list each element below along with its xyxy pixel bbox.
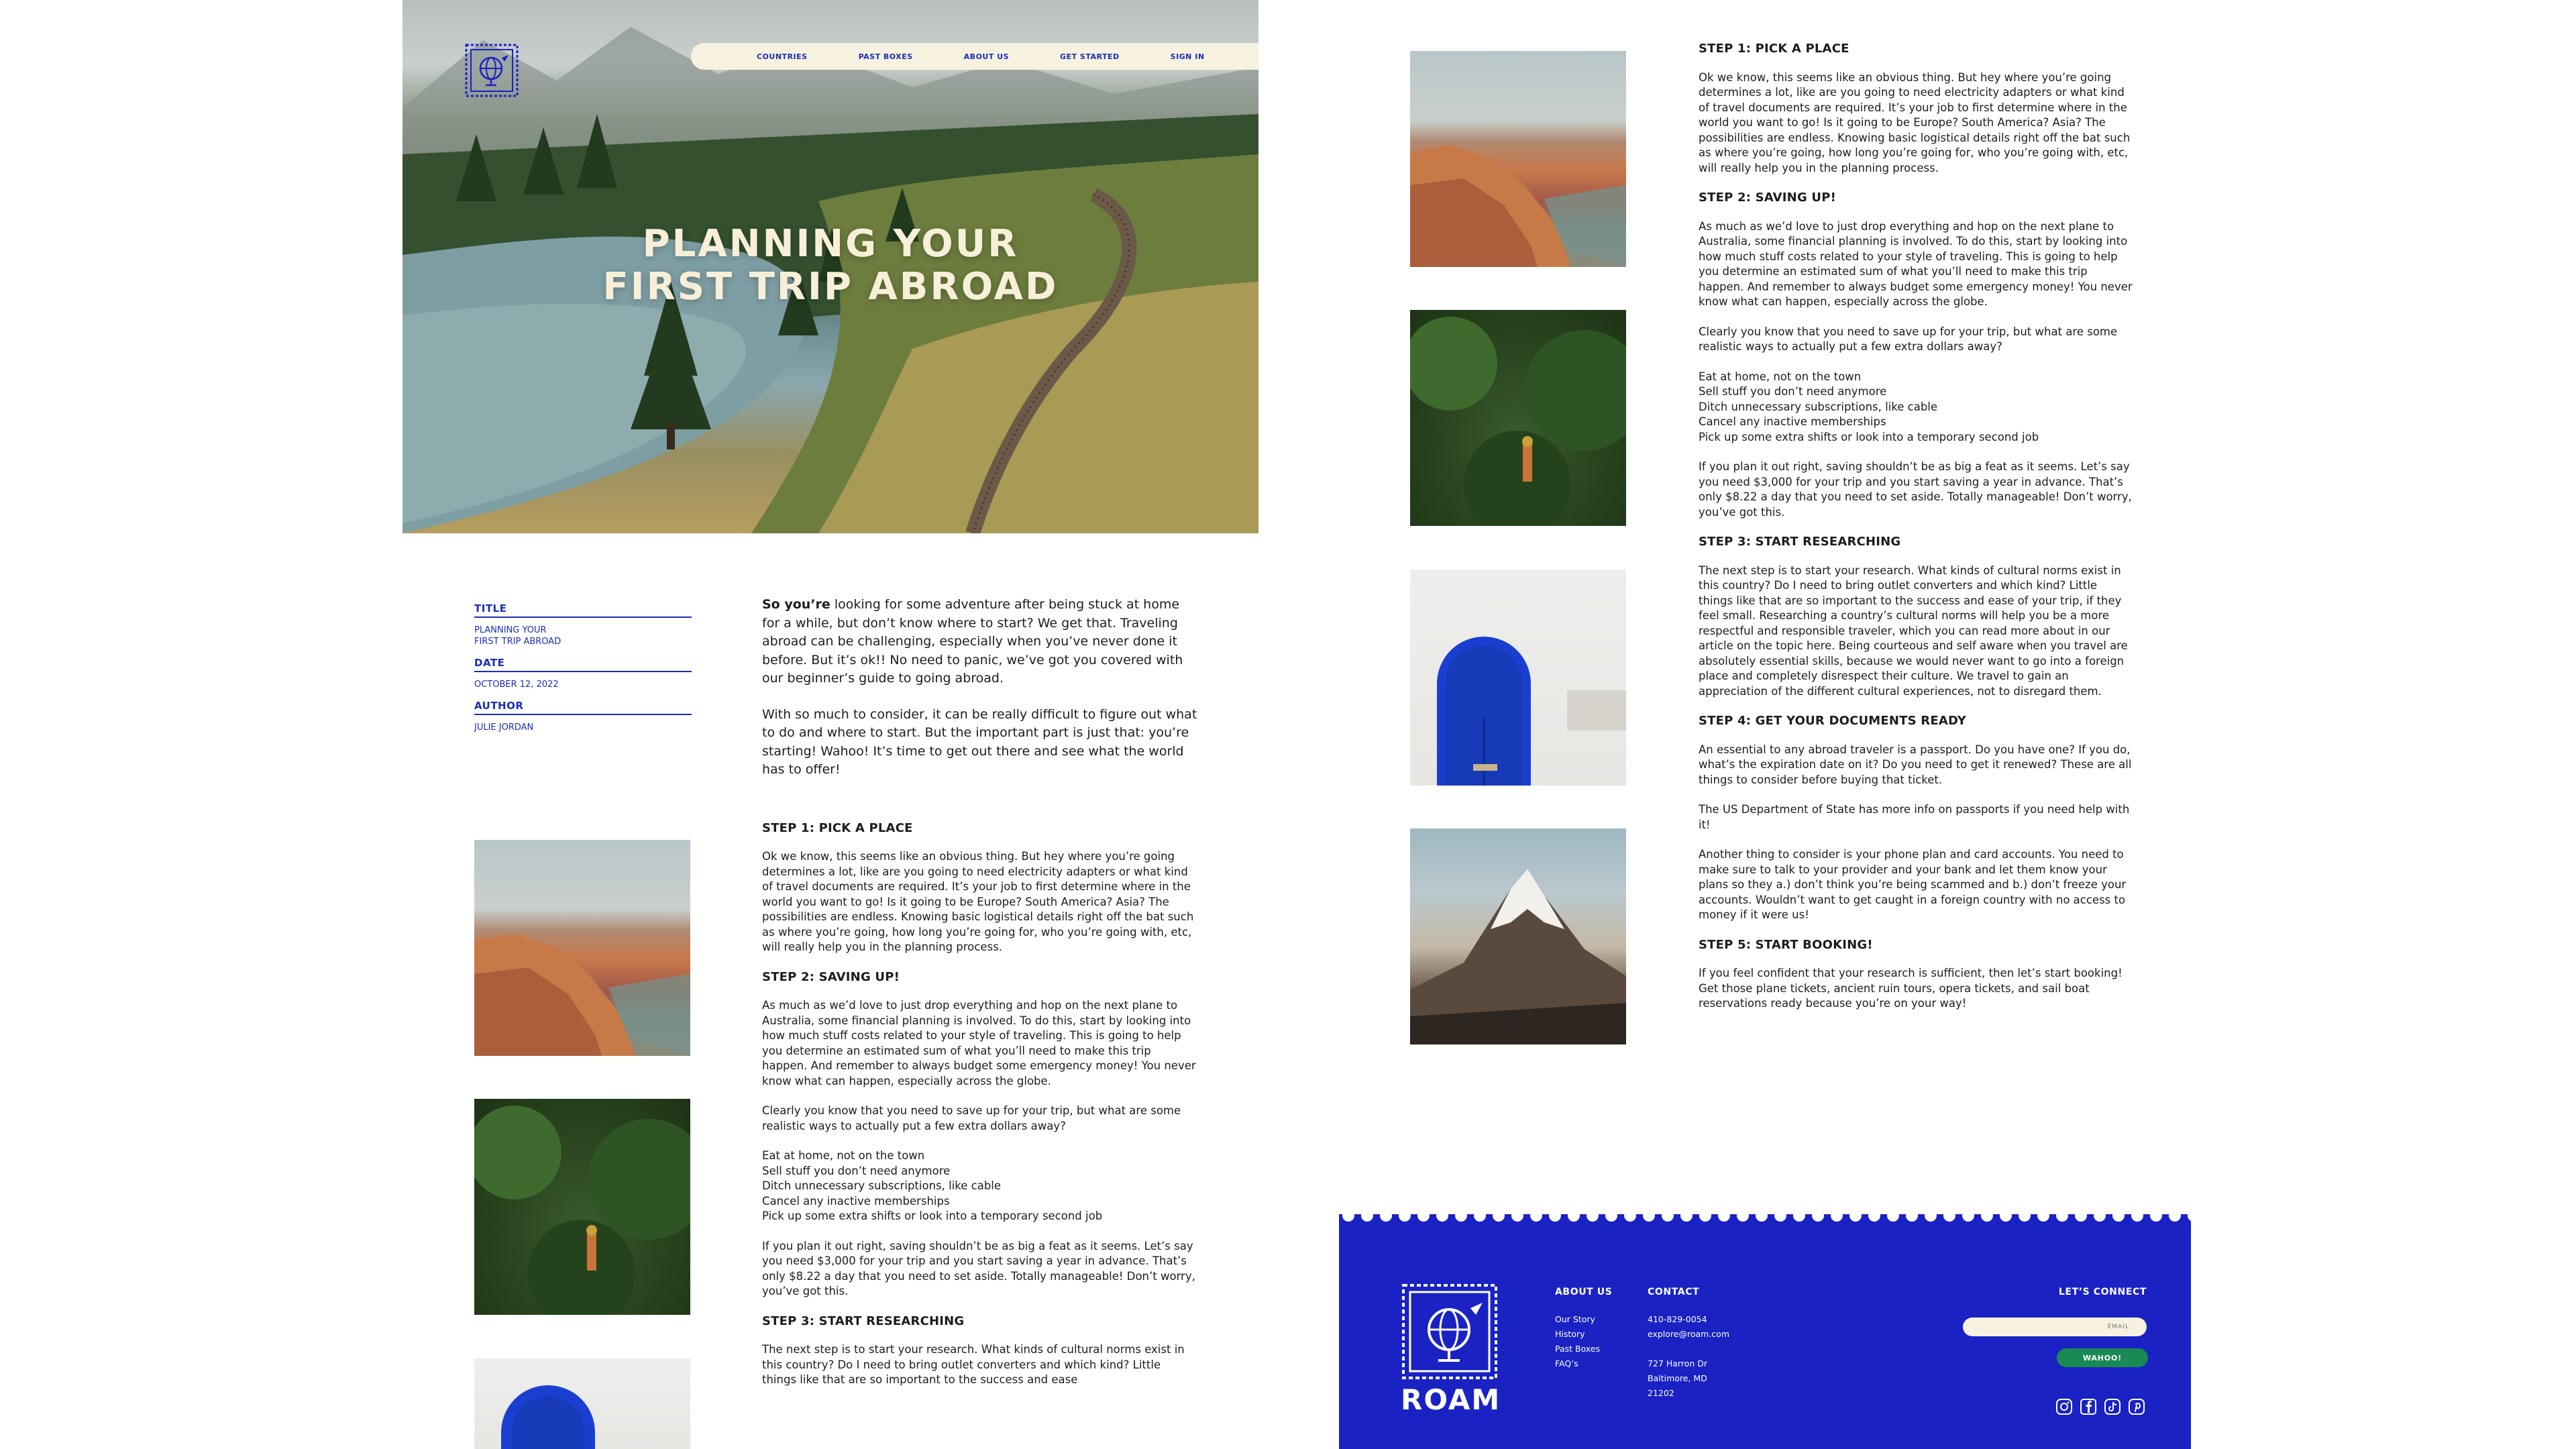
savings-list: [762, 1148, 1198, 1224]
step3-body-partial: The next step is to start your research. What kinds of cultural norms exist in this country? Do I need to bring outlet converters and which kind? Little things like that are so important to the success and ease: [762, 1343, 1185, 1386]
list-item: Pick up some extra shifts or look into a temporary second job: [762, 1210, 1103, 1222]
step2-body-2b: Clearly you know that you need to save up for your trip, but what are some realistic ways to actually put a few extra dollars away?: [1699, 325, 2118, 353]
main-nav: [691, 43, 1258, 70]
step3-body: The next step is to start your research. What kinds of cultural norms exist in this country? Do I need to bring outlet converters and which kind? Little things like that are so important to the success and ease of your trip, if they feel small. Researching a country’s cultural norms will help you be a more respectful and responsible traveler, which you can read more about in our article on the topic here. Being courteous and self aware when you travel are absolutely essential skills, because we would never want to go into a foreign place and completely disrespect their culture. We travel to gain an appreciation of the different cultural experiences, not to disregard them.: [1699, 564, 2128, 698]
list-item: Cancel any inactive memberships: [1699, 415, 1886, 428]
step2-body-2: Clearly you know that you need to save up for your trip, but what are some realistic ways to actually put a few extra dollars away?: [762, 1104, 1181, 1132]
step4-body-3: Another thing to consider is your phone plan and card accounts. You need to make sure to talk to your provider and your bank and let them know your plans so they a.) don’t think you’re being scammed and b.) don’t freeze your accounts. Wouldn’t want to get caught in a foreign country with no access to money if it were us!: [1699, 848, 2127, 921]
contact-zip: 21202: [1648, 1388, 1674, 1398]
meta-author-label: AUTHOR: [474, 700, 692, 715]
canyon-photo-2: [1410, 51, 1626, 267]
footer-link-our-story[interactable]: Our Story: [1555, 1314, 1595, 1324]
article-body-right: [1699, 42, 2135, 1026]
tiktok-icon[interactable]: [2104, 1398, 2121, 1415]
meta-title-value: [474, 625, 692, 647]
list-item: Pick up some extra shifts or look into a temporary second job: [1699, 430, 2039, 443]
newsletter-email-input[interactable]: [1963, 1318, 2147, 1336]
site-footer: [1339, 1221, 2191, 1449]
social-links: [2055, 1398, 2145, 1415]
meta-date-label: DATE: [474, 657, 692, 672]
newsletter-submit-button[interactable]: WAHOO!: [2057, 1348, 2148, 1367]
step1-body-2: Ok we know, this seems like an obvious thing. But hey where you’re going determines a lot, like are you going to need electricity adapters or what kind of travel documents are required. It’s your job to first determine where in the world you want to go! Is it going to be Europe? South America? Asia? The possibilities are endless. Knowing basic logistical details right off the bat such as where you’re going, how long you’re going for, who you’re going with, etc, will really help you in the planning process.: [1699, 70, 2131, 174]
pinterest-icon[interactable]: [2128, 1398, 2145, 1415]
contact-heading: CONTACT: [1648, 1287, 1700, 1297]
mountain-photo: [1410, 828, 1626, 1044]
nav-past-boxes[interactable]: PAST BOXES: [858, 52, 913, 61]
contact-phone[interactable]: 410-829-0054: [1648, 1314, 1707, 1324]
step2-body-2a: As much as we’d love to just drop everything and hop on the next plane to Australia, some financial planning is involved. To do this, start by looking into how much stuff costs related to your style of traveling. This is going to help you determine an estimated sum of what you’ll need to make this trip happen. And remember to always budget some emergency money! You never know what can happen, especially across the globe.: [1699, 219, 2133, 308]
step3-heading-2: STEP 3: START RESEARCHING: [1699, 535, 1901, 549]
facebook-icon[interactable]: [2080, 1398, 2097, 1415]
list-item: Cancel any inactive memberships: [762, 1194, 950, 1208]
step2-body-3: If you plan it out right, saving shouldn’t be as big a feat as it seems. Let’s say you need $3,000 for your trip and you start saving a year in advance. That’s only $8.22 a day that you need to set aside. Totally manageable! Don’t worry, you’ve got this.: [762, 1239, 1195, 1297]
blue-door-photo: [1410, 570, 1626, 786]
meta-title-label: TITLE: [474, 602, 692, 618]
step2-heading: STEP 2: SAVING UP!: [762, 969, 900, 984]
nav-countries[interactable]: COUNTRIES: [757, 52, 808, 61]
meta-title-line1: PLANNING YOUR: [474, 625, 547, 635]
jungle-photo-2: [1410, 310, 1626, 526]
contact-address-2: Baltimore, MD: [1648, 1373, 1707, 1383]
hero-banner: [402, 0, 1258, 533]
article-body-left: [762, 596, 1198, 1403]
roam-logo-icon[interactable]: [464, 43, 519, 98]
article-intro-2: With so much to consider, it can be really difficult to figure out what to do and where to start. But the important part is just that: you’re starting! Wahoo! It’s time to get out there and see what the world has to offer!: [762, 706, 1197, 777]
step4-body-2: The US Department of State has more info on passports if you need help with it!: [1699, 803, 2130, 831]
step1-heading-2: STEP 1: PICK A PLACE: [1699, 42, 1849, 56]
list-item: Sell stuff you don’t need anymore: [762, 1164, 951, 1177]
footer-link-faqs[interactable]: FAQ’s: [1555, 1358, 1578, 1368]
list-item: Eat at home, not on the town: [1699, 370, 1862, 383]
canyon-photo: [474, 840, 690, 1056]
nav-get-started[interactable]: GET STARTED: [1060, 52, 1120, 61]
footer-about: [1555, 1287, 1612, 1371]
step4-body: An essential to any abroad traveler is a passport. Do you have one? If you do, what’s the expiration date on it? Do you need to get it renewed? These are all things to consider before buying that ticket.: [1699, 743, 2132, 786]
step5-heading: STEP 5: START BOOKING!: [1699, 937, 1873, 952]
step2-heading-2: STEP 2: SAVING UP!: [1699, 191, 1837, 205]
step5-body: If you feel confident that your research is sufficient, then let’s start booking! Get those plane tickets, ancient ruin tours, opera tickets, and sail boat reservations ready because you’re on your way!: [1699, 967, 2123, 1010]
hero-title: [402, 223, 1258, 309]
step2-body: As much as we’d love to just drop everything and hop on the next plane to Australia, some financial planning is involved. To do this, start by looking into how much stuff costs related to your style of traveling. This is going to help you determine an estimated sum of what you’ll need to make this trip happen. And remember to always budget some emergency money! You never know what can happen, especially across the globe.: [762, 999, 1196, 1087]
step4-heading: STEP 4: GET YOUR DOCUMENTS READY: [1699, 714, 1967, 728]
contact-address-1: 727 Harron Dr: [1648, 1358, 1707, 1368]
contact-email[interactable]: explore@roam.com: [1648, 1329, 1729, 1339]
step1-body: Ok we know, this seems like an obvious thing. But hey where you’re going determines a lot, like are you going to need electricity adapters or what kind of travel documents are required. It’s your job to first determine where in the world you want to go! Is it going to be Europe? South America? Asia? The possibilities are endless. Knowing basic logistical details right off the bat such as where you’re going, how long you’re going for, who you’re going with, etc, will really help you in the planning process.: [762, 850, 1194, 953]
blue-door-photo-partial: [474, 1358, 690, 1449]
footer-brand: ROAM: [1401, 1383, 1501, 1416]
intro-rest: looking for some adventure after being stuck at home for a while, but don’t know where to start? We get that. Traveling abroad can be challenging, especially when you’ve never done it before. But it’s ok!! No need to panic, we’ve got you covered with our beginner’s guide to going abroad.: [762, 597, 1183, 686]
list-item: Ditch unnecessary subscriptions, like cable: [762, 1179, 1002, 1192]
footer-link-past-boxes[interactable]: Past Boxes: [1555, 1344, 1601, 1354]
nav-sign-in[interactable]: SIGN IN: [1170, 52, 1205, 61]
article-meta: [474, 602, 692, 743]
footer-contact: [1648, 1287, 1729, 1401]
footer-connect: [1963, 1287, 2147, 1367]
meta-title-line2: FIRST TRIP ABROAD: [474, 637, 561, 647]
step2-body-2c: If you plan it out right, saving shouldn’t be as big a feat as it seems. Let’s say you need $3,000 for your trip and you start saving a year in advance. That’s only $8.22 a day that you need to set aside. Totally manageable! Don’t worry, you’ve got this.: [1699, 460, 2132, 519]
savings-list-2: [1699, 370, 2135, 445]
hero-title-line1: PLANNING YOUR: [642, 222, 1019, 266]
hero-title-line2: FIRST TRIP ABROAD: [602, 265, 1059, 309]
list-item: Ditch unnecessary subscriptions, like cable: [1699, 400, 1938, 413]
about-heading: ABOUT US: [1555, 1287, 1613, 1297]
nav-about-us[interactable]: ABOUT US: [963, 52, 1010, 61]
list-item: Sell stuff you don’t need anymore: [1699, 385, 1887, 398]
article-intro: [762, 596, 1198, 688]
footer-logo[interactable]: [1401, 1283, 1499, 1419]
step1-heading: STEP 1: PICK A PLACE: [762, 820, 913, 835]
meta-date-value: OCTOBER 12, 2022: [474, 680, 559, 690]
meta-author-value: JULIE JORDAN: [474, 722, 534, 733]
jungle-photo: [474, 1099, 690, 1315]
footer-link-history[interactable]: History: [1555, 1329, 1585, 1339]
scallop-edge: [1339, 1214, 2191, 1229]
step3-heading: STEP 3: START RESEARCHING: [762, 1313, 965, 1328]
list-item: Eat at home, not on the town: [762, 1149, 925, 1162]
intro-lead: So you’re: [762, 597, 830, 612]
connect-heading: LET’S CONNECT: [2058, 1287, 2147, 1297]
instagram-icon[interactable]: [2055, 1398, 2073, 1415]
